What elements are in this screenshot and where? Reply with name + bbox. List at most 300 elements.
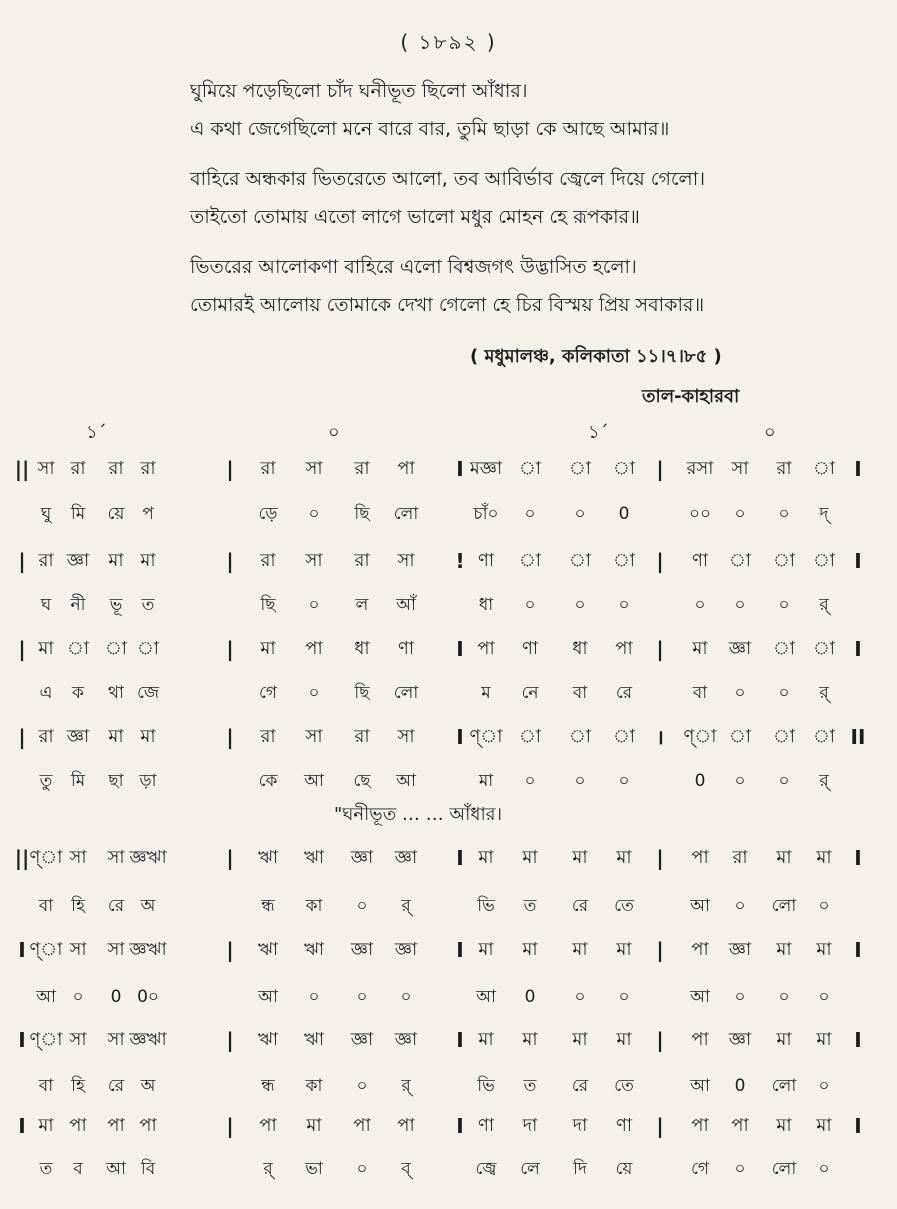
syllable: ঘ — [40, 595, 52, 615]
swara-note: ণ্া — [683, 726, 717, 747]
swara-note: া — [518, 726, 542, 747]
swara-row — [0, 932, 897, 968]
swara-note: সা — [37, 458, 55, 479]
syllable: রে — [615, 683, 633, 703]
swara-note: জ্ঞঋা — [129, 939, 167, 960]
bar-line: || — [14, 846, 30, 870]
syllable: অ — [140, 896, 156, 916]
swara-note: পা — [691, 1115, 709, 1136]
swara-note: জ্ঞা — [350, 939, 374, 960]
syllable: ০ — [734, 683, 746, 703]
syllable: র্ — [819, 595, 829, 615]
swara-note: সা — [305, 458, 323, 479]
bar-line: I — [456, 637, 464, 661]
syllable: আঁ — [396, 595, 416, 615]
syllable: জ্বে — [475, 1159, 497, 1179]
syllable: তে — [614, 896, 634, 916]
refrain-line: "ঘনীভূত … … আঁধার। — [334, 804, 503, 825]
syllable: লো — [393, 683, 419, 703]
syllable: ০ — [356, 1159, 368, 1179]
bar-line: I — [456, 846, 464, 870]
swara-note: পা — [691, 939, 709, 960]
swara-note: া — [812, 550, 836, 571]
swara-note: ণা — [521, 638, 539, 659]
lyric-syllable-row — [0, 979, 897, 1015]
syllable: মা — [478, 771, 494, 791]
swara-note: মা — [776, 847, 792, 868]
swara-note: জ্ঞা — [394, 847, 418, 868]
swara-note: মা — [140, 550, 156, 571]
syllable: য়ে — [615, 1159, 633, 1179]
syllable: কা — [305, 1076, 323, 1096]
beat-mark: ০ — [328, 422, 340, 443]
swara-note: রা — [38, 550, 54, 571]
syllable: বা — [38, 896, 54, 916]
syllable: গে — [258, 683, 278, 703]
swara-note: মা — [108, 550, 124, 571]
syllable: ০ — [308, 595, 320, 615]
syllable: ত — [141, 595, 155, 615]
syllable: ০ — [818, 1159, 830, 1179]
swara-row — [0, 451, 897, 487]
syllable: লো — [771, 1159, 797, 1179]
beat-mark: ১´ — [588, 422, 609, 443]
syllable: ০ — [400, 987, 412, 1007]
swara-note: মা — [478, 847, 494, 868]
syllable: ০ — [618, 595, 630, 615]
swara-note: মা — [38, 638, 54, 659]
swara-note: া — [568, 550, 592, 571]
syllable: ড়া — [139, 771, 157, 791]
swara-note: মা — [522, 847, 538, 868]
syllable: আ — [106, 1159, 126, 1179]
lyric-syllable-row — [0, 888, 897, 924]
swara-note: া — [518, 550, 542, 571]
bar-line: | — [656, 1028, 664, 1052]
bar-line: | — [656, 938, 664, 962]
syllable: ভা — [305, 1159, 323, 1179]
swara-note: ণা — [691, 550, 709, 571]
swara-note: পা — [477, 638, 495, 659]
swara-note: ণ্া — [29, 847, 63, 868]
syllable: ০ — [778, 683, 790, 703]
syllable: বা — [38, 1076, 54, 1096]
swara-note: া — [772, 726, 796, 747]
syllable: ০ — [734, 987, 746, 1007]
syllable: ত — [523, 1076, 537, 1096]
syllable: এ — [39, 683, 53, 703]
bar-line: I — [18, 1114, 26, 1138]
swara-note: ঋা — [257, 847, 279, 868]
bar-line: I — [456, 725, 464, 749]
swara-note: জ্ঞা — [350, 1029, 374, 1050]
stanza-2 — [190, 160, 870, 236]
swara-note: রা — [354, 726, 370, 747]
syllable: আ — [690, 1076, 710, 1096]
swara-note: ঋা — [303, 939, 325, 960]
bar-line: | — [656, 549, 664, 573]
swara-note: া — [568, 726, 592, 747]
bar-line: I — [854, 549, 862, 573]
swara-note: মা — [522, 939, 538, 960]
swara-note: জ্ঞা — [728, 1029, 752, 1050]
page-number: ( ১৮৯২ ) — [400, 30, 497, 54]
swara-note: রা — [108, 458, 124, 479]
beat-mark: ১´ — [86, 422, 107, 443]
swara-row — [0, 840, 897, 876]
syllable: ০ — [524, 504, 536, 524]
swara-note: মা — [692, 638, 708, 659]
syllable: ড়ে — [258, 504, 278, 524]
swara-note: রসা — [686, 458, 714, 479]
swara-note: রা — [70, 458, 86, 479]
syllable: ছে — [353, 771, 371, 791]
syllable: ০ — [734, 595, 746, 615]
syllable: ব — [73, 1159, 83, 1179]
bar-line: I — [456, 1028, 464, 1052]
swara-row — [0, 1022, 897, 1058]
swara-note: ণা — [397, 638, 415, 659]
syllable: র্ — [263, 1159, 273, 1179]
swara-note: া — [66, 638, 90, 659]
swara-note: মা — [260, 638, 276, 659]
syllable: ০০ — [688, 504, 712, 524]
stanza-1 — [190, 72, 870, 148]
bar-line: I — [18, 1028, 26, 1052]
syllable: ০ — [618, 771, 630, 791]
swara-note: সা — [107, 1029, 125, 1050]
syllable: ০ — [308, 683, 320, 703]
swara-note: া — [728, 726, 752, 747]
swara-note: া — [772, 638, 796, 659]
swara-note: মা — [140, 726, 156, 747]
syllable: ০ — [818, 1076, 830, 1096]
syllable: 0০ — [137, 987, 159, 1007]
swara-note: মা — [776, 1029, 792, 1050]
swara-row — [0, 631, 897, 667]
bar-line: | — [226, 1114, 234, 1138]
swara-note: পা — [691, 1029, 709, 1050]
bar-line: II — [850, 725, 866, 749]
syllable: 0 — [110, 987, 122, 1007]
syllable: ধা — [478, 595, 494, 615]
swara-note: মা — [816, 939, 832, 960]
swara-note: মা — [616, 847, 632, 868]
syllable: চাঁ০ — [473, 504, 499, 524]
swara-note: রা — [260, 550, 276, 571]
syllable: রে — [107, 896, 125, 916]
swara-note: া — [568, 458, 592, 479]
syllable: ০ — [574, 771, 586, 791]
syllable: আ — [258, 987, 278, 1007]
beat-mark: ০ — [764, 422, 776, 443]
swara-note: ণা — [477, 550, 495, 571]
swara-note: সা — [397, 550, 415, 571]
bar-line: I — [854, 938, 862, 962]
swara-note: দা — [572, 1115, 588, 1136]
swara-note: া — [812, 726, 836, 747]
syllable: দি — [573, 1159, 587, 1179]
syllable: ০ — [356, 987, 368, 1007]
swara-note: জ্ঞা — [350, 847, 374, 868]
swara-note: ধা — [572, 638, 588, 659]
swara-note: সা — [69, 939, 87, 960]
syllable: ভূ — [109, 595, 123, 615]
lyric-syllable-row — [0, 1151, 897, 1187]
bar-line: । — [656, 725, 664, 749]
bar-line: | — [226, 846, 234, 870]
syllable: আ — [690, 896, 710, 916]
syllable: আ — [690, 987, 710, 1007]
bar-line: I — [854, 846, 862, 870]
swara-note: া — [612, 726, 636, 747]
beat-marks — [0, 418, 897, 452]
syllable: আ — [396, 771, 416, 791]
bar-line: I — [456, 1114, 464, 1138]
syllable: ০ — [574, 595, 586, 615]
bar-line: I — [854, 637, 862, 661]
syllable: ০ — [734, 771, 746, 791]
swara-note: ণা — [615, 1115, 633, 1136]
syllable: হি — [71, 896, 85, 916]
swara-note: া — [136, 638, 160, 659]
syllable: ন্ধ — [261, 1076, 275, 1096]
swara-note: সা — [731, 458, 749, 479]
bar-line: | — [226, 549, 234, 573]
swara-note: সা — [69, 1029, 87, 1050]
syllable: 0 — [734, 1076, 746, 1096]
syllable: ত — [39, 1159, 53, 1179]
bar-line: | — [656, 1114, 664, 1138]
syllable: 0 — [694, 771, 706, 791]
bar-line: || — [14, 457, 30, 481]
swara-note: ঋা — [303, 1029, 325, 1050]
syllable: ০ — [308, 504, 320, 524]
syllable: ০ — [734, 896, 746, 916]
syllable: কা — [305, 896, 323, 916]
swara-note: ণা — [477, 1115, 495, 1136]
bar-line: | — [656, 457, 664, 481]
swara-note: া — [812, 638, 836, 659]
swara-note: মা — [306, 1115, 322, 1136]
swara-note: পা — [107, 1115, 125, 1136]
syllable: ০ — [778, 595, 790, 615]
syllable: তু — [39, 771, 53, 791]
lyric-line: তোমারই আলোয় তোমাকে দেখা গেলো হে চির বিস্ময় প্রিয় সবাকার॥ — [190, 294, 705, 316]
syllable: নী — [70, 595, 86, 615]
swara-note: মা — [478, 1029, 494, 1050]
swara-note: ঋা — [257, 1029, 279, 1050]
syllable: প — [142, 504, 154, 524]
swara-note: ঋা — [303, 847, 325, 868]
swara-note: া — [104, 638, 128, 659]
syllable: ত — [523, 896, 537, 916]
swara-note: দা — [522, 1115, 538, 1136]
syllable: ০ — [72, 987, 84, 1007]
swara-note: ণ্া — [29, 1029, 63, 1050]
syllable: র্ — [401, 1076, 411, 1096]
bar-line: | — [226, 637, 234, 661]
bar-line: | — [656, 637, 664, 661]
syllable: ০ — [818, 987, 830, 1007]
swara-note: রা — [354, 458, 370, 479]
syllable: অ — [140, 1076, 156, 1096]
swara-note: জ্ঞা — [66, 726, 90, 747]
bar-line: | — [226, 1028, 234, 1052]
syllable: তে — [614, 1076, 634, 1096]
bar-line: ! — [455, 549, 465, 573]
swara-note: পা — [397, 1115, 415, 1136]
swara-note: জ্ঞঋা — [129, 847, 167, 868]
swara-note: মা — [616, 1029, 632, 1050]
syllable: নে — [521, 683, 539, 703]
swara-note: া — [812, 458, 836, 479]
swara-note: মজ্ঞা — [469, 458, 503, 479]
syllable: ০ — [308, 987, 320, 1007]
lyric-line: বাহিরে অন্ধকার ভিতরেতে আলো, তব আবির্ভাব জ্বেলে দিয়ে গেলো। — [190, 168, 705, 190]
syllable: ০ — [524, 771, 536, 791]
lyrics — [190, 72, 870, 336]
swara-note: মা — [522, 1029, 538, 1050]
syllable: ০ — [356, 1076, 368, 1096]
syllable: দ্ — [819, 504, 829, 524]
swara-note: জ্ঞা — [728, 939, 752, 960]
swara-note: মা — [572, 1029, 588, 1050]
bar-line: I — [854, 1028, 862, 1052]
swara-note: ধা — [354, 638, 370, 659]
swara-note: পা — [691, 847, 709, 868]
syllable: কে — [258, 771, 278, 791]
syllable: রে — [107, 1076, 125, 1096]
bar-line: | — [226, 725, 234, 749]
syllable: আ — [36, 987, 56, 1007]
syllable: বি — [140, 1159, 156, 1179]
swara-note: মা — [776, 939, 792, 960]
swara-note: া — [612, 458, 636, 479]
syllable: ম — [481, 683, 491, 703]
swara-row — [0, 1108, 897, 1144]
lyric-syllable-row — [0, 1068, 897, 1104]
lyric-line: ঘুমিয়ে পড়েছিলো চাঁদ ঘনীভূত ছিলো আঁধার। — [190, 80, 528, 102]
syllable: 0 — [524, 987, 536, 1007]
swara-note: মা — [816, 847, 832, 868]
syllable: র্ — [401, 896, 411, 916]
bar-line: | — [18, 549, 26, 573]
swara-note: মা — [572, 939, 588, 960]
syllable: ন্ধ — [261, 896, 275, 916]
syllable: য়ে — [107, 504, 125, 524]
bar-line: | — [18, 637, 26, 661]
syllable: জে — [136, 683, 160, 703]
syllable: ছি — [260, 595, 276, 615]
swara-note: রা — [776, 458, 792, 479]
swara-note: পা — [69, 1115, 87, 1136]
stanza-3 — [190, 248, 870, 324]
syllable: ব্ — [401, 1159, 411, 1179]
syllable: গে — [690, 1159, 710, 1179]
bar-line: | — [18, 725, 26, 749]
swara-note: সা — [305, 550, 323, 571]
syllable: ০ — [778, 504, 790, 524]
swara-note: জ্ঞঋা — [129, 1029, 167, 1050]
syllable: ০ — [734, 1159, 746, 1179]
swara-note: পা — [353, 1115, 371, 1136]
swara-note: ঋা — [257, 939, 279, 960]
syllable: ০ — [778, 987, 790, 1007]
tala-label: তাল-কাহারবা — [642, 386, 740, 407]
swara-note: পা — [615, 638, 633, 659]
syllable: ভি — [477, 896, 495, 916]
bar-line: | — [226, 938, 234, 962]
syllable: ভি — [477, 1076, 495, 1096]
lyric-syllable-row — [0, 587, 897, 623]
syllable: ছা — [108, 771, 124, 791]
syllable: ০ — [356, 896, 368, 916]
syllable: লো — [771, 896, 797, 916]
swara-row — [0, 719, 897, 755]
swara-note: মা — [478, 939, 494, 960]
swara-note: জ্ঞা — [394, 939, 418, 960]
swara-note: া — [612, 550, 636, 571]
bar-line: I — [456, 457, 464, 481]
swara-note: পা — [731, 1115, 749, 1136]
swara-note: া — [728, 550, 752, 571]
lyric-line: তাইতো তোমায় এতো লাগে ভালো মধুর মোহন হে রূপকার॥ — [190, 206, 640, 228]
syllable: রে — [571, 896, 589, 916]
lyric-syllable-row — [0, 675, 897, 711]
swara-note: ণ্া — [29, 939, 63, 960]
swara-note: সা — [69, 847, 87, 868]
syllable: ক — [72, 683, 84, 703]
swara-row — [0, 543, 897, 579]
swara-note: সা — [107, 847, 125, 868]
syllable: হি — [71, 1076, 85, 1096]
syllable: ০ — [574, 504, 586, 524]
swara-note: পা — [259, 1115, 277, 1136]
swara-note: জ্ঞা — [394, 1029, 418, 1050]
swara-note: মা — [108, 726, 124, 747]
syllable: ল — [355, 595, 369, 615]
lyric-line: ভিতরের আলোকণা বাহিরে এলো বিশ্বজগৎ উদ্ভাসিত হলো। — [190, 256, 637, 278]
syllable: লো — [771, 1076, 797, 1096]
bar-line: | — [226, 457, 234, 481]
swara-note: মা — [38, 1115, 54, 1136]
syllable: লো — [393, 504, 419, 524]
syllable: ০ — [734, 504, 746, 524]
swara-note: ণ্া — [469, 726, 503, 747]
syllable: ছি — [354, 683, 370, 703]
syllable: ছি — [354, 504, 370, 524]
syllable: মি — [70, 771, 86, 791]
swara-note: সা — [107, 939, 125, 960]
swara-note: মা — [572, 847, 588, 868]
syllable: ০ — [818, 896, 830, 916]
lyric-line: এ কথা জেগেছিলো মনে বারে বার, তুমি ছাড়া কে আছে আমার॥ — [190, 118, 670, 140]
syllable: রে — [571, 1076, 589, 1096]
swara-note: জ্ঞা — [728, 638, 752, 659]
swara-note: মা — [816, 1115, 832, 1136]
swara-note: সা — [305, 726, 323, 747]
swara-note: পা — [305, 638, 323, 659]
swara-note: রা — [354, 550, 370, 571]
swara-note: া — [518, 458, 542, 479]
swara-note: জ্ঞা — [66, 550, 90, 571]
syllable: ০ — [574, 987, 586, 1007]
syllable: 0 — [618, 504, 630, 524]
bar-line: I — [854, 1114, 862, 1138]
syllable: থা — [108, 683, 124, 703]
attribution: ( মধুমালঞ্চ, কলিকাতা ১১।৭।৮৫ ) — [470, 346, 722, 367]
